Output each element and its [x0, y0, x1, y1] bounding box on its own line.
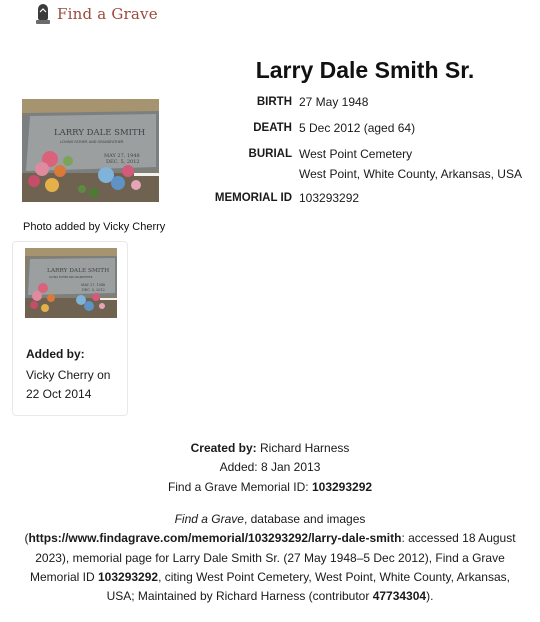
death-label: DEATH [253, 122, 292, 134]
citation-maintained-text: USA; Maintained by Richard Harness (contributor [106, 589, 373, 603]
headstone-photo[interactable] [22, 99, 159, 202]
headstone-date-1: MAY 27, 1948 [104, 153, 140, 159]
citation-line-4 [0, 570, 540, 584]
created-by-line [0, 441, 540, 455]
created-added-date: Added: 8 Jan 2013 [219, 460, 321, 474]
citation-memorial-prefix: Memorial ID [29, 570, 98, 584]
page-title: Larry Dale Smith Sr. [255, 57, 475, 83]
citation-accessed: : accessed 18 August [401, 531, 516, 545]
card-headstone-date-2: DEC. 5, 2012 [82, 288, 105, 292]
birth-value: 27 May 1948 [299, 95, 369, 109]
memorial-id-label: MEMORIAL ID [214, 192, 292, 204]
citation-close: ). [426, 589, 434, 603]
card-headstone-date-1: MAY 27, 1948 [81, 283, 106, 287]
headstone-date-2: DEC. 5, 2012 [106, 159, 140, 165]
headstone-photo-image [22, 99, 159, 202]
citation-url[interactable]: https://www.findagrave.com/memorial/103293292/larry-dale-smith [28, 531, 402, 545]
photo-card[interactable] [12, 241, 128, 416]
find-a-grave-logo[interactable] [34, 3, 158, 25]
headstone-subtitle: LOVING FATHER AND GRANDFATHER [60, 140, 124, 144]
card-headstone-name: LARRY DALE SMITH [47, 268, 110, 274]
memorial-id-value: 103293292 [299, 191, 360, 205]
burial-location-link[interactable]: West Point, White County, Arkansas, USA [299, 167, 522, 181]
fact-birth [180, 94, 522, 110]
citation-source-title: Find a Grave [174, 512, 244, 526]
added-by-date: 22 Oct 2014 [26, 387, 92, 401]
added-by-name: Vicky Cherry on [26, 368, 111, 382]
citation-line-1-text: , database and images [243, 512, 366, 526]
card-thumbnail[interactable] [25, 248, 117, 318]
citation-line-3: 2023), memorial page for Larry Dale Smith Sr. (27 May 1948–5 Dec 2012), Find a Grave [35, 551, 505, 565]
created-memorial-id-line [0, 480, 540, 494]
death-value: 5 Dec 2012 (aged 64) [299, 121, 416, 135]
added-by-label: Added by: [26, 347, 85, 361]
photo-caption: Photo added by Vicky Cherry [23, 221, 166, 233]
memorial-facts [180, 94, 522, 214]
burial-cemetery-link[interactable]: West Point Cemetery [299, 147, 413, 161]
fact-memorial-id [180, 190, 522, 206]
burial-label: BURIAL [248, 148, 292, 160]
fact-death [180, 120, 522, 136]
card-thumbnail-image [25, 248, 117, 318]
birth-label: BIRTH [256, 96, 292, 108]
headstone-name: LARRY DALE SMITH [54, 128, 146, 138]
fact-burial [180, 146, 522, 182]
citation-memorial-id: 103293292 [98, 570, 159, 584]
burial-value [299, 146, 522, 182]
grave-logo-icon [34, 3, 52, 25]
created-memorial-id: 103293292 [311, 480, 373, 494]
citation-contributor-id: 47734304 [372, 589, 427, 603]
created-by-name: Richard Harness [260, 441, 350, 455]
card-headstone-subtitle: LOVING FATHER AND GRANDFATHER [49, 276, 93, 279]
citation-open-paren: ( [24, 531, 29, 545]
created-memorial-prefix: Find a Grave Memorial ID: [167, 480, 312, 494]
created-by-label: Created by: [190, 441, 257, 455]
logo-text: Find a Grave [57, 5, 158, 23]
citation-cemetery-text: , citing West Point Cemetery, West Point, White County, Arkansas, [158, 570, 510, 584]
citation-line-5 [0, 589, 540, 603]
citation-line-1 [0, 512, 540, 526]
citation-line-2 [0, 531, 540, 545]
